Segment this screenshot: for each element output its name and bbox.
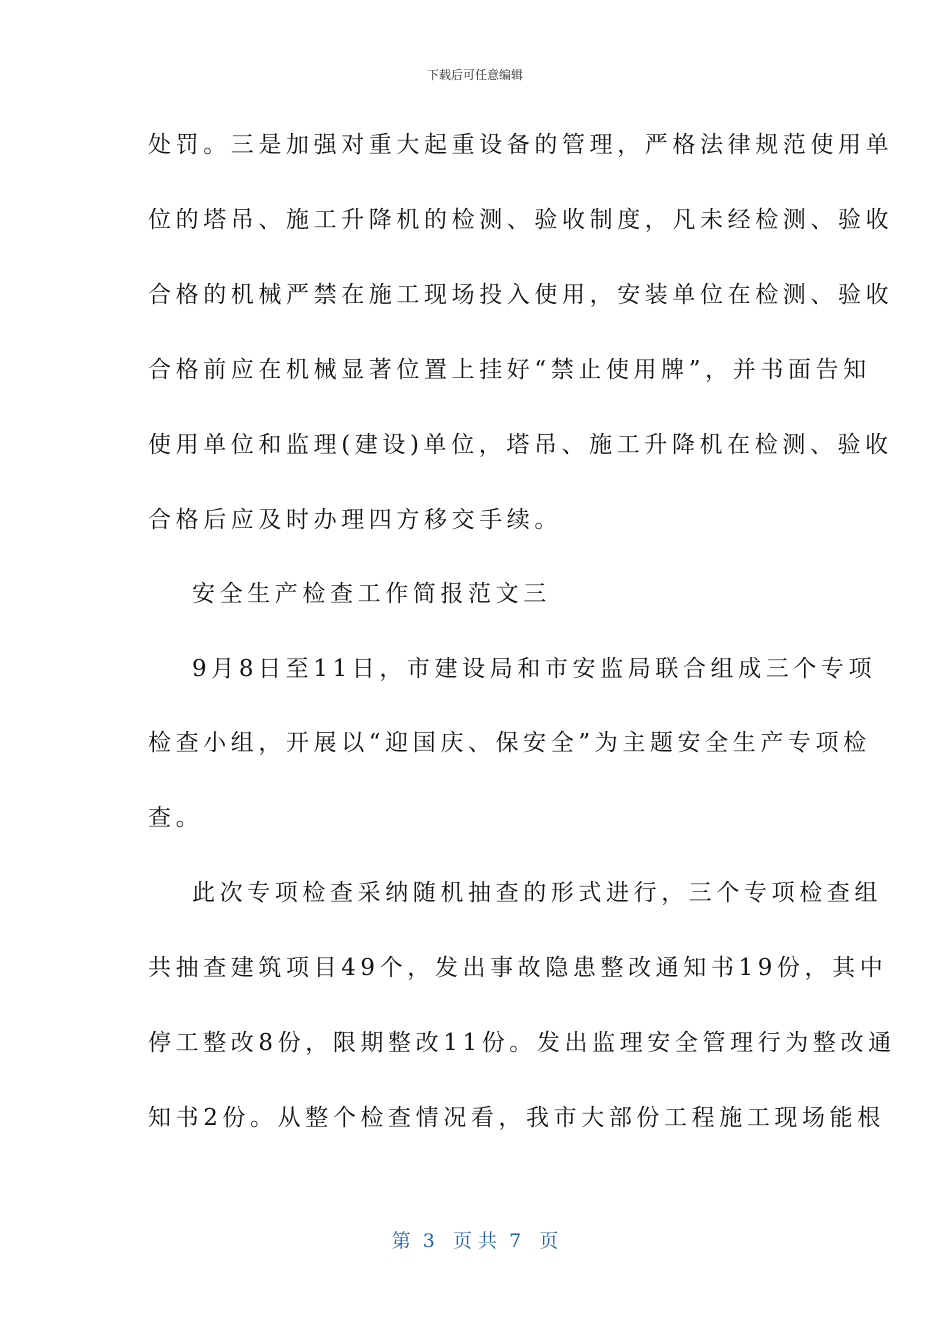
body-line-10: 查。 <box>148 805 204 831</box>
body-line-11: 此次专项检查采纳随机抽查的形式进行，三个专项检查组 <box>192 880 882 906</box>
section-title: 安全生产检查工作简报范文三 <box>192 581 551 607</box>
body-line-6: 合格后应及时办理四方移交手续。 <box>148 507 562 533</box>
body-line-4: 合格前应在机械显著位置上挂好“禁止使用牌”，并书面告知 <box>148 357 871 383</box>
body-line-2: 位的塔吊、施工升降机的检测、验收制度，凡未经检测、验收 <box>148 207 894 233</box>
body-line-5: 使用单位和监理(建设)单位，塔吊、施工升降机在检测、验收 <box>148 432 893 458</box>
page-header: 下载后可任意编辑 <box>426 68 523 82</box>
body-line-14: 知书2份。从整个检查情况看，我市大部份工程施工现场能根 <box>148 1105 885 1131</box>
body-line-1: 处罚。三是加强对重大起重设备的管理，严格法律规范使用单 <box>148 132 894 158</box>
body-line-13: 停工整改8份，限期整改11份。发出监理安全管理行为整改通 <box>148 1030 896 1056</box>
body-line-3: 合格的机械严禁在施工现场投入使用，安装单位在检测、验收 <box>148 282 894 308</box>
body-line-8: 9月8日至11日，市建设局和市安监局联合组成三个专项 <box>192 656 877 682</box>
body-line-9: 检查小组，开展以“迎国庆、保安全”为主题安全生产专项检 <box>148 730 871 756</box>
page-footer: 第 3 页 共 7 页 <box>391 1230 559 1252</box>
body-line-12: 共抽查建筑项目49个，发出事故隐患整改通知书19份，其中 <box>148 955 888 981</box>
